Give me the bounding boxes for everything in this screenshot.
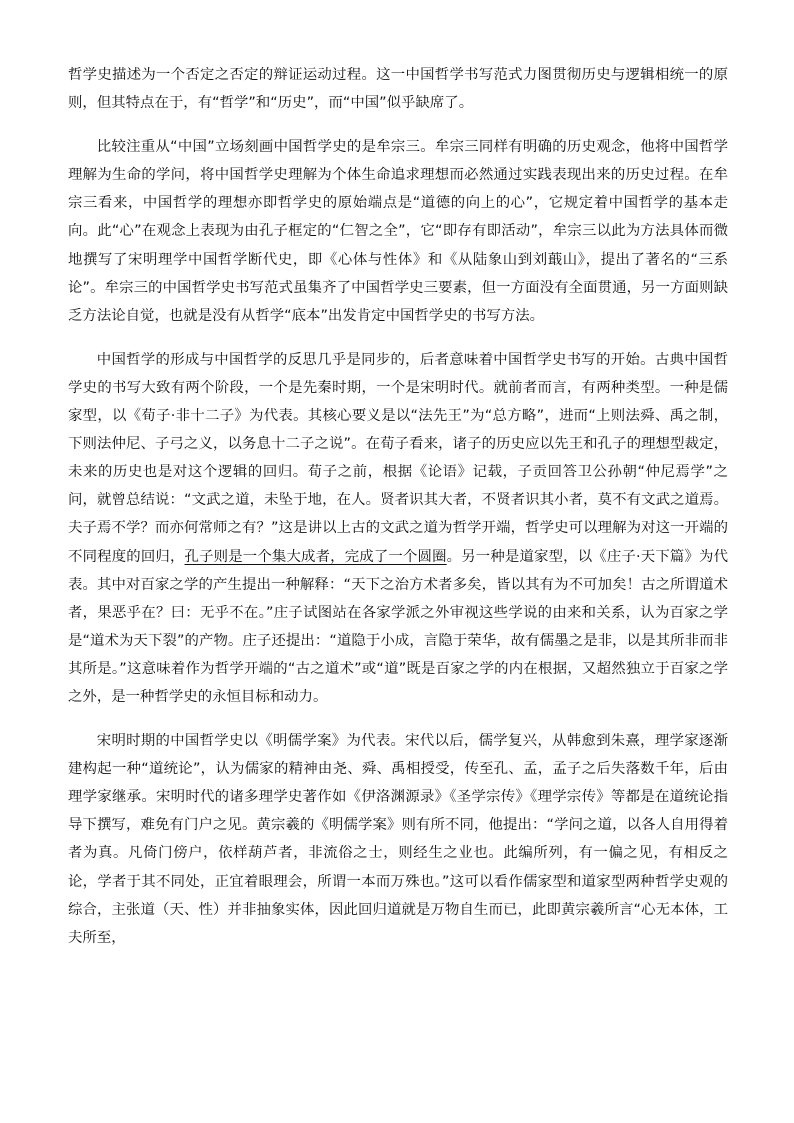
underlined-phrase: 孔子则是一个集大成者，完成了一个圆圈 <box>184 548 447 565</box>
paragraph-3 <box>68 346 728 711</box>
paragraph-gap <box>68 711 728 727</box>
paragraph-gap <box>68 117 728 133</box>
paragraph-3-text-before: 中国哲学的形成与中国哲学的反思几乎是同步的，后者意味着中国哲学史书写的开始。古典中国哲学史的书写大致有两个阶段，一个是先秦时期，一个是宋明时代。就前者而言，有两种类型。一种是儒家型，以《荀子·非十二子》为代表。其核心要义是以“法先王”为“总方略”，进而“上则法舜、禹之制，下则法仲尼、子弓之义，以务息十二子之说”。在荀子看来，诸子的历史应以先王和孔子的理想型裁定，未来的历史也是对这个逻辑的回归。荀子之前，根据《论语》记载，子贡回答卫公孙朝“仲尼焉学”之问，就曾总结说：“文武之道，未坠于地，在人。贤者识其大者，不贤者识其小者，莫不有文武之道焉。夫子焉不学？而亦何常师之有？”这是讲以上古的文武之道为哲学开端，哲学史可以理解为对这一开端的不同程度的回归， <box>68 351 728 565</box>
paragraph-gap <box>68 330 728 346</box>
paragraph-1: 哲学史描述为一个否定之否定的辩证运动过程。这一中国哲学书写范式力图贯彻历史与逻辑相统一的原则，但其特点在于，有“哲学”和“历史”，而“中国”似乎缺席了。 <box>68 67 728 112</box>
paragraph-3-text-after: 。另一种是道家型，以《庄子·天下篇》为代表。其中对百家之学的产生提出一种解释：“天下之治方术者多矣，皆以其有为不可加矣！古之所谓道术者，果恶乎在？曰：无乎不在。”庄子试图站在各家学派之外审视这些学说的由来和关系，认为百家之学是“道术为天下裂”的产物。庄子还提出：“道隐于小成，言隐于荣华，故有儒墨之是非，以是其所非而非其所是。”这意味着作为哲学开端的“古之道术”或“道”既是百家之学的内在根据，又超然独立于百家之学之外，是一种哲学史的永恒目标和动力。 <box>68 548 728 705</box>
document-page <box>68 61 728 952</box>
paragraph-4: 宋明时期的中国哲学史以《明儒学案》为代表。宋代以后，儒学复兴，从韩愈到朱熹，理学家逐渐建构起一种“道统论”，认为儒家的精神由尧、舜、禹相授受，传至孔、孟，孟子之后失落数千年，后由理学家继承。宋明时代的诸多理学史著作如《伊洛渊源录》《圣学宗传》《理学宗传》等都是在道统论指导下撰写，难免有门户之见。黄宗羲的《明儒学案》则有所不同，他提出：“学问之道，以各人自用得着者为真。凡倚门傍户，依样葫芦者，非流俗之士，则经生之业也。此编所列，有一偏之见，有相反之论，学者于其不同处，正宜着眼理会，所谓一本而万殊也。”这可以看作儒家型和道家型两种哲学史观的综合，主张道（天、性）并非抽象实体，因此回归道就是万物自生而已，此即黄宗羲所言“心无本体，工夫所至， <box>68 733 728 946</box>
paragraph-2: 比较注重从“中国”立场刻画中国哲学史的是牟宗三。牟宗三同样有明确的历史观念，他将中国哲学理解为生命的学问，将中国哲学史理解为个体生命追求理想而必然通过实践表现出来的历史过程。在牟宗三看来，中国哲学的理想亦即哲学史的原始端点是“道德的向上的心”，它规定着中国哲学的基本走向。此“心”在观念上表现为由孔子框定的“仁智之全”，它“即存有即活动”，牟宗三以此为方法具体而微地撰写了宋明理学中国哲学断代史，即《心体与性体》和《从陆象山到刘蕺山》，提出了著名的“三系论”。牟宗三的中国哲学史书写范式虽集齐了中国哲学史三要素，但一方面没有全面贯通，另一方面则缺乏方法论自觉，也就是没有从哲学“底本”出发肯定中国哲学史的书写方法。 <box>68 139 728 324</box>
